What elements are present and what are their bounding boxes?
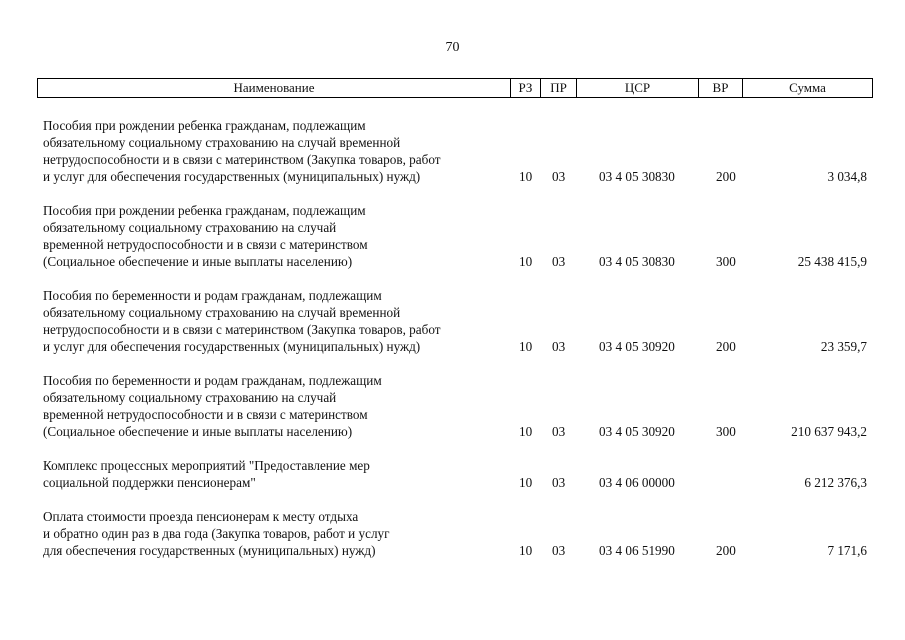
table-row	[43, 508, 873, 559]
row-name-line: Пособия при рождении ребенка гражданам, подлежащим	[43, 203, 366, 218]
row-name-line: (Социальное обеспечение и иные выплаты населению)	[43, 424, 353, 439]
row-name-line: временной нетрудоспособности и в связи с материнством	[43, 237, 368, 252]
row-name	[43, 117, 513, 185]
row-name-line: Пособия по беременности и родам гражданам, подлежащим	[43, 373, 382, 388]
row-name-line: Комплекс процессных мероприятий "Предоставление мер	[43, 458, 370, 473]
row-name	[43, 457, 513, 491]
row-pr: 03	[552, 424, 566, 439]
row-pr: 03	[552, 169, 566, 184]
table-body	[43, 117, 873, 576]
row-name-line: обязательному социальному страхованию на случай временной	[43, 305, 401, 320]
row-name-line: нетрудоспособности и в связи с материнством (Закупка товаров, работ	[43, 322, 441, 337]
row-vr: 200	[716, 339, 736, 354]
row-name-line: обязательному социальному страхованию на случай	[43, 220, 337, 235]
row-vr: 200	[716, 543, 736, 558]
header-csr: ЦСР	[576, 79, 698, 97]
row-csr: 03 4 06 00000	[599, 475, 675, 490]
row-sum: 25 438 415,9	[797, 254, 867, 269]
row-name-line: Пособия при рождении ребенка гражданам, подлежащим	[43, 118, 366, 133]
row-name-line: и услуг для обеспечения государственных (муниципальных) нужд)	[43, 169, 421, 184]
row-csr: 03 4 05 30920	[599, 424, 675, 439]
row-rz: 10	[519, 339, 533, 354]
row-pr: 03	[552, 543, 566, 558]
row-sum: 23 359,7	[820, 339, 867, 354]
row-name	[43, 202, 513, 270]
table-row	[43, 117, 873, 185]
header-name: Наименование	[233, 80, 315, 95]
row-rz: 10	[519, 424, 533, 439]
row-sum: 3 034,8	[827, 169, 867, 184]
row-sum: 7 171,6	[827, 543, 867, 558]
table-header	[37, 78, 873, 98]
row-sum: 6 212 376,3	[804, 475, 867, 490]
header-rz: РЗ	[510, 79, 540, 97]
row-name-line: для обеспечения государственных (муниципальных) нужд)	[43, 543, 376, 558]
row-name-line: и обратно один раз в два года (Закупка товаров, работ и услуг	[43, 526, 390, 541]
row-pr: 03	[552, 254, 566, 269]
row-rz: 10	[519, 169, 533, 184]
row-pr: 03	[552, 339, 566, 354]
row-name-line: Оплата стоимости проезда пенсионерам к месту отдыха	[43, 509, 359, 524]
row-rz: 10	[519, 254, 533, 269]
header-vr: ВР	[698, 79, 742, 97]
row-vr: 200	[716, 169, 736, 184]
row-name-line: обязательному социальному страхованию на случай временной	[43, 135, 401, 150]
row-name-line: социальной поддержки пенсионерам"	[43, 475, 256, 490]
row-rz: 10	[519, 475, 533, 490]
row-rz: 10	[519, 543, 533, 558]
row-name-line: обязательному социальному страхованию на случай	[43, 390, 337, 405]
page-number: 70	[445, 40, 460, 55]
row-name	[43, 508, 513, 559]
row-csr: 03 4 05 30830	[599, 169, 675, 184]
row-vr: 300	[716, 424, 736, 439]
row-name-line: нетрудоспособности и в связи с материнством (Закупка товаров, работ	[43, 152, 441, 167]
row-sum: 210 637 943,2	[791, 424, 867, 439]
row-csr: 03 4 05 30920	[599, 339, 675, 354]
table-row	[43, 202, 873, 270]
row-name	[43, 372, 513, 440]
table-row	[43, 287, 873, 355]
row-name-line: Пособия по беременности и родам гражданам, подлежащим	[43, 288, 382, 303]
row-name-line: и услуг для обеспечения государственных (муниципальных) нужд)	[43, 339, 421, 354]
row-pr: 03	[552, 475, 566, 490]
row-name-line: (Социальное обеспечение и иные выплаты населению)	[43, 254, 353, 269]
row-csr: 03 4 05 30830	[599, 254, 675, 269]
row-name	[43, 287, 513, 355]
row-vr: 300	[716, 254, 736, 269]
row-csr: 03 4 06 51990	[599, 543, 675, 558]
header-pr: ПР	[540, 79, 576, 97]
table-row	[43, 457, 873, 491]
row-name-line: временной нетрудоспособности и в связи с материнством	[43, 407, 368, 422]
header-sum: Сумма	[742, 79, 872, 97]
table-row	[43, 372, 873, 440]
